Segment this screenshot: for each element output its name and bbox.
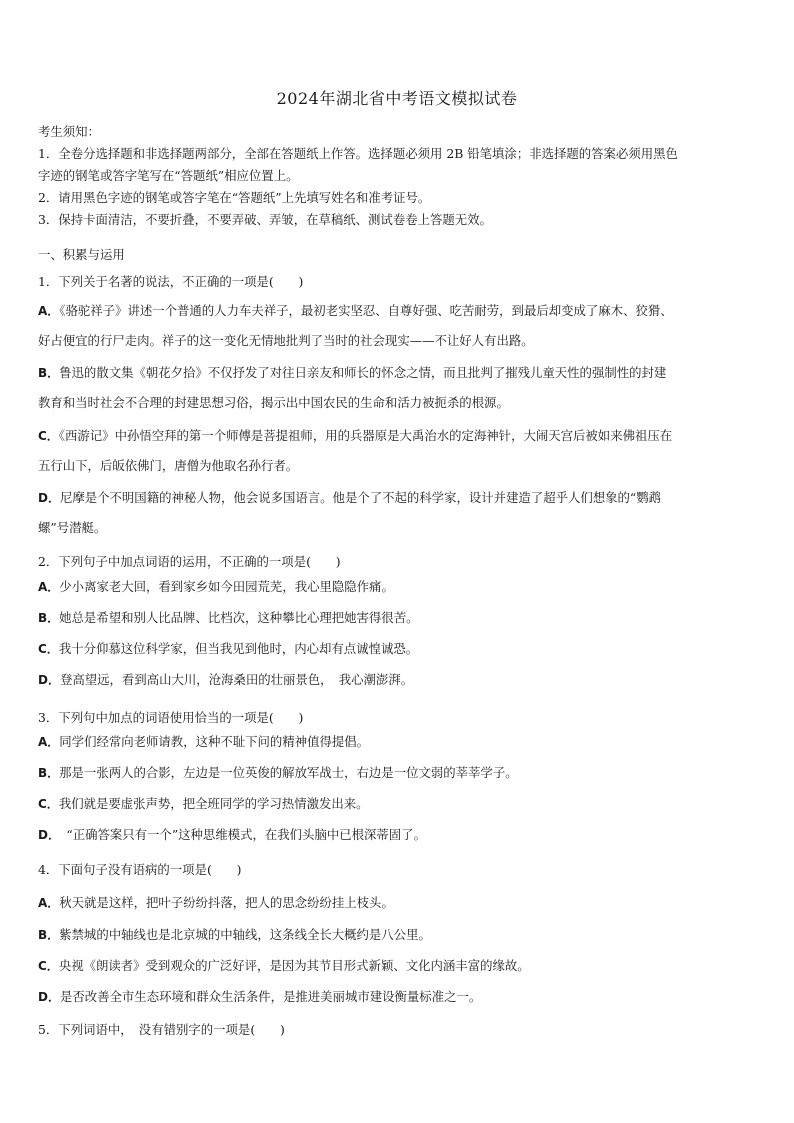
- notice-item: 1．全卷分选择题和非选择题两部分，全部在答题纸上作答。选择题必须用 2B 铅笔填涂；非选择题的答案必须用黑色: [38, 146, 678, 161]
- option-text: 那是一张两人的合影，左边是一位英俊的解放军战士，右边是一位文弱的莘莘学子。: [59, 765, 518, 780]
- question-2-stem: [38, 552, 760, 570]
- question-stem: 1．下列关于名著的说法，不正确的一项是( ): [38, 274, 304, 289]
- option-label: C．: [38, 429, 59, 443]
- option-text: 是否改善全市生态环境和群众生活条件，是推进美丽城市建设衡量标准之一。: [59, 989, 482, 1004]
- option-label: D．: [38, 491, 60, 505]
- option-label: C．: [38, 642, 59, 656]
- question-3-option-b: [38, 758, 760, 788]
- option-label: D．: [38, 828, 54, 842]
- question-1-option-b: [38, 358, 760, 418]
- exam-notice: [38, 121, 760, 231]
- option-text: 《骆驼祥子》讲述一个普通的人力车夫祥子，最初老实坚忍、自尊好强、吃苦耐劳，到最后却变成了麻木、狡猾、: [59, 303, 673, 318]
- question-1-option-a: [38, 296, 760, 356]
- question-1-stem: [38, 272, 760, 290]
- option-label: B．: [38, 611, 60, 625]
- option-text: 《西游记》中孙悟空拜的第一个师傅是菩提祖师，用的兵器原是大禹治水的定海神针，大闹天宫后被如来佛祖压在: [58, 428, 673, 443]
- notice-item: 字迹的钢笔或答字笔写在“答题纸”相应位置上。: [38, 168, 299, 183]
- option-label: A．: [38, 304, 60, 318]
- question-3-option-d: [38, 820, 760, 850]
- question-1-option-d: [38, 483, 760, 543]
- option-text: 螺”号潜艇。: [38, 520, 107, 535]
- question-stem: 3．下列句中加点的词语使用恰当的一项是( ): [38, 710, 304, 725]
- question-4-option-d: [38, 982, 760, 1012]
- option-text: 央视《朗读者》受到观众的广泛好评，是因为其节目形式新颖、文化内涵丰富的缘故。: [58, 958, 530, 973]
- question-2-option-c: [38, 634, 760, 664]
- option-text: 教育和当时社会不合理的封建思想习俗，揭示出中国农民的生命和活力被扼杀的根源。: [38, 395, 509, 410]
- question-1-option-c: [38, 421, 760, 481]
- option-label: A．: [38, 896, 60, 910]
- question-3-stem: [38, 708, 760, 726]
- notice-heading: 考生须知：: [38, 124, 100, 139]
- option-label: D．: [38, 990, 60, 1004]
- notice-item: 2．请用黑色字迹的钢笔或答字笔在“答题纸”上先填写姓名和准考证号。: [38, 190, 431, 205]
- option-text: 尼摩是个不明国籍的神秘人物，他会说多国语言。他是个了不起的科学家，设计并建造了超乎人们想象的“鹦鹉: [59, 490, 662, 505]
- question-2-option-d: [38, 665, 760, 695]
- option-text: 少小离家老大回，看到家乡如今田园荒芜，我心里隐隐作痛。: [59, 579, 394, 594]
- question-4-option-b: [38, 920, 760, 950]
- option-label: C．: [38, 797, 59, 811]
- option-text: 她总是希望和别人比品牌、比档次，这种攀比心理把她害得很苦。: [59, 610, 419, 625]
- question-stem: 2．下列句子中加点词语的运用，不正确的一项是( ): [38, 554, 341, 569]
- option-label: A．: [38, 580, 60, 594]
- question-2-option-b: [38, 603, 760, 633]
- option-label: B．: [38, 766, 60, 780]
- option-label: C．: [38, 959, 59, 973]
- question-3-option-c: [38, 789, 760, 819]
- option-text: “正确答案只有一个”这种思维模式，在我们头脑中已根深蒂固了。: [53, 827, 426, 842]
- option-text: 我们就是要虚张声势，把全班同学的学习热情激发出来。: [58, 796, 369, 811]
- option-label: D．: [38, 673, 60, 687]
- question-stem: 4．下面句子没有语病的一项是( ): [38, 862, 242, 877]
- option-label: A．: [38, 735, 60, 749]
- option-text: 我十分仰慕这位科学家，但当我见到他时，内心却有点诚惶诚恐。: [58, 641, 419, 656]
- question-stem: 5．下列词语中， 没有错别字的一项是( ): [38, 1022, 285, 1037]
- section-heading: 一、积累与运用: [38, 247, 125, 262]
- question-2-option-a: [38, 572, 760, 602]
- option-text: 秋天就是这样，把叶子纷纷抖落，把人的思念纷纷挂上枝头。: [59, 895, 394, 910]
- option-text: 鲁迅的散文集《朝花夕拾》不仅抒发了对往日亲友和师长的怀念之情，而且批判了摧残儿童天性的强制性的封建: [59, 365, 667, 380]
- option-label: B．: [38, 366, 60, 380]
- option-text: 好占便宜的行尸走肉。祥子的这一变化无情地批判了当时的社会现实——不让好人有出路。: [38, 333, 534, 348]
- question-5-stem: [38, 1020, 760, 1038]
- question-4-option-a: [38, 888, 760, 918]
- notice-item: 3．保持卡面清洁，不要折叠，不要弄破、弄皱，在草稿纸、测试卷卷上答题无效。: [38, 212, 492, 227]
- question-4-option-c: [38, 951, 760, 981]
- page-title: 2024年湖北省中考语文模拟试卷: [276, 89, 518, 108]
- option-text: 五行山下，后皈依佛门，唐僧为他取名孙行者。: [38, 458, 299, 473]
- option-text: 紫禁城的中轴线也是北京城的中轴线，这条线全长大概约是八公里。: [59, 927, 431, 942]
- option-text: 同学们经常向老师请教，这种不耻下问的精神值得提倡。: [59, 734, 370, 749]
- option-label: B．: [38, 928, 60, 942]
- question-3-option-a: [38, 727, 760, 757]
- option-text: 登高望远，看到高山大川，沧海桑田的壮丽景色， 我心潮澎湃。: [59, 672, 414, 687]
- question-4-stem: [38, 860, 760, 878]
